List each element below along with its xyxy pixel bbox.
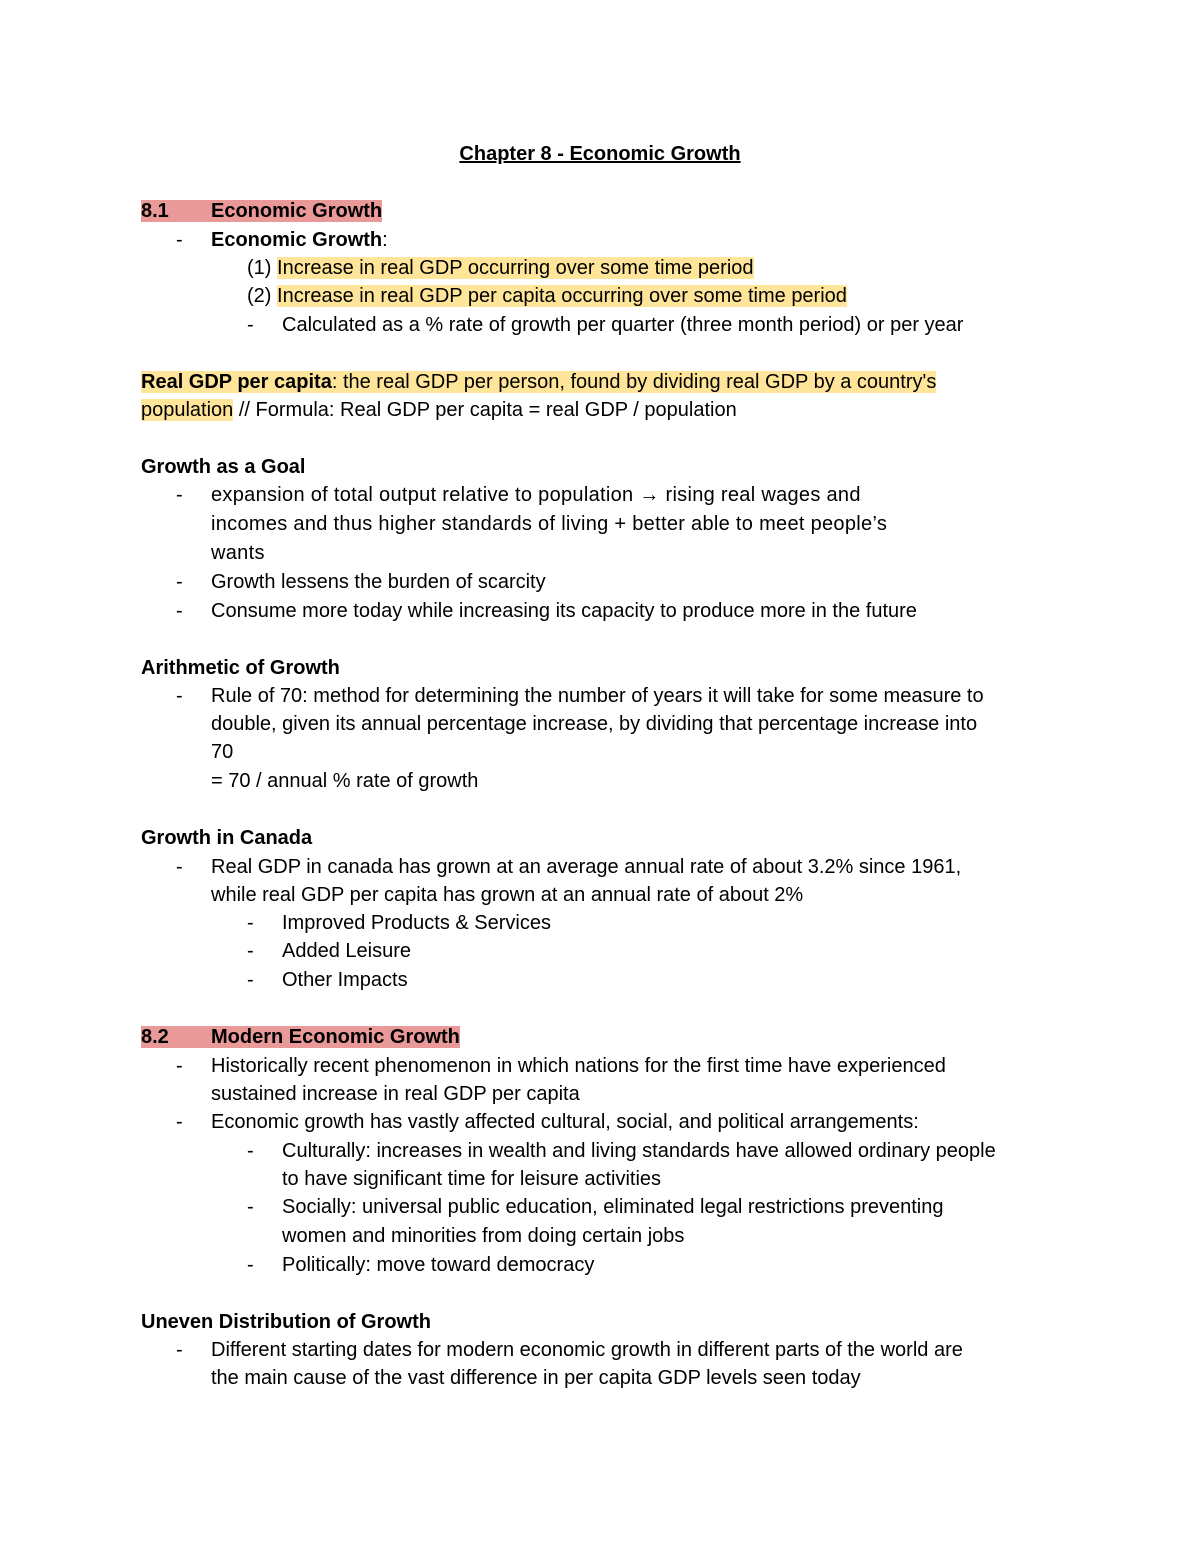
real-gdp-definition: : the real GDP per person, found by dividing real GDP by a country's (331, 371, 937, 393)
culturally-line-2: to have significant time for leisure activities (282, 1168, 662, 1190)
section-title: Modern Economic Growth (211, 1026, 460, 1048)
heading-uneven-distribution: Uneven Distribution of Growth (141, 1311, 431, 1333)
bullet-dash: - (176, 1339, 183, 1361)
bullet-dash: - (247, 1140, 254, 1162)
bullet-dash: - (247, 1196, 254, 1218)
canada-bullet-line-1: Real GDP in canada has grown at an average annual rate of about 3.2% since 1961, (211, 856, 962, 878)
section-heading-8-1 (141, 197, 382, 225)
definition-2 (247, 282, 847, 310)
modern-bullet-2: Economic growth has vastly affected cultural, social, and political arrangements: (211, 1111, 919, 1133)
goal-bullet-1-line-2: incomes and thus higher standards of living + better able to meet people’s (211, 513, 888, 535)
section-title: Economic Growth (211, 200, 383, 222)
definition-number: (2) (247, 285, 272, 307)
bullet-dash: - (176, 685, 183, 707)
real-gdp-population: population (141, 399, 234, 421)
definition-text-highlight: Increase in real GDP per capita occurring over some time period (277, 285, 847, 307)
real-gdp-term: Real GDP per capita (141, 371, 332, 393)
section-number: 8.1 (141, 200, 169, 222)
bullet-dash: - (176, 571, 183, 593)
bullet-dash: - (247, 912, 254, 934)
real-gdp-formula: // Formula: Real GDP per capita = real GDP / population (233, 399, 737, 421)
uneven-line-1: Different starting dates for modern economic growth in different parts of the world are (211, 1339, 963, 1361)
goal-bullet-1-line-3: wants (211, 542, 265, 564)
modern-bullet-1-line-2: sustained increase in real GDP per capita (211, 1083, 580, 1105)
heading-growth-as-goal: Growth as a Goal (141, 456, 306, 478)
term-economic-growth: Economic Growth (211, 229, 383, 251)
section-heading-highlight (141, 200, 382, 222)
bullet-dash: - (176, 1055, 183, 1077)
bullet-dash: - (176, 1111, 183, 1133)
goal-bullet-2: Growth lessens the burden of scarcity (211, 571, 546, 593)
rule-of-70-formula: = 70 / annual % rate of growth (211, 770, 479, 792)
rule-of-70-line-1: Rule of 70: method for determining the number of years it will take for some measure to (211, 685, 984, 707)
rule-of-70-line-3: 70 (211, 741, 234, 763)
socially-line-2: women and minorities from doing certain jobs (282, 1225, 685, 1247)
real-gdp-definition-line-2 (141, 396, 737, 424)
modern-bullet-1-line-1: Historically recent phenomenon in which nations for the first time have experienced (211, 1055, 946, 1077)
canada-sub-bullet-2: Added Leisure (282, 940, 411, 962)
bullet-dash: - (176, 600, 183, 622)
definition-number: (1) (247, 257, 272, 279)
section-number: 8.2 (141, 1026, 169, 1048)
rule-of-70-line-2: double, given its annual percentage increase, by dividing that percentage increase into (211, 713, 978, 735)
canada-sub-bullet-3: Other Impacts (282, 969, 408, 991)
bullet-dash: - (247, 969, 254, 991)
canada-bullet-line-2: while real GDP per capita has grown at an annual rate of about 2% (211, 884, 804, 906)
heading-growth-in-canada: Growth in Canada (141, 827, 313, 849)
bullet-dash: - (176, 484, 183, 506)
heading-arithmetic-of-growth: Arithmetic of Growth (141, 657, 340, 679)
section-heading-8-2 (141, 1023, 460, 1051)
canada-sub-bullet-1: Improved Products & Services (282, 912, 551, 934)
bullet-dash: - (176, 856, 183, 878)
goal-bullet-3: Consume more today while increasing its capacity to produce more in the future (211, 600, 917, 622)
definition-1 (247, 254, 754, 282)
socially-line-1: Socially: universal public education, eliminated legal restrictions preventing (282, 1196, 944, 1218)
bullet-dash: - (176, 229, 183, 251)
uneven-line-2: the main cause of the vast difference in per capita GDP levels seen today (211, 1367, 861, 1389)
calculation-note: Calculated as a % rate of growth per quarter (three month period) or per year (282, 314, 964, 336)
page-title: Chapter 8 - Economic Growth (459, 143, 741, 165)
politically: Politically: move toward democracy (282, 1254, 595, 1276)
culturally-line-1: Culturally: increases in wealth and living standards have allowed ordinary people (282, 1140, 996, 1162)
real-gdp-highlight (141, 371, 936, 393)
goal-bullet-1-line-1: expansion of total output relative to population → rising real wages and (211, 484, 861, 506)
section-heading-highlight (141, 1026, 460, 1048)
bullet-dash: - (247, 1254, 254, 1276)
term-line (211, 226, 388, 254)
real-gdp-definition-line-1 (141, 368, 936, 396)
term-colon: : (382, 229, 388, 251)
definition-text-highlight: Increase in real GDP occurring over some time period (277, 257, 754, 279)
bullet-dash: - (247, 314, 254, 336)
bullet-dash: - (247, 940, 254, 962)
